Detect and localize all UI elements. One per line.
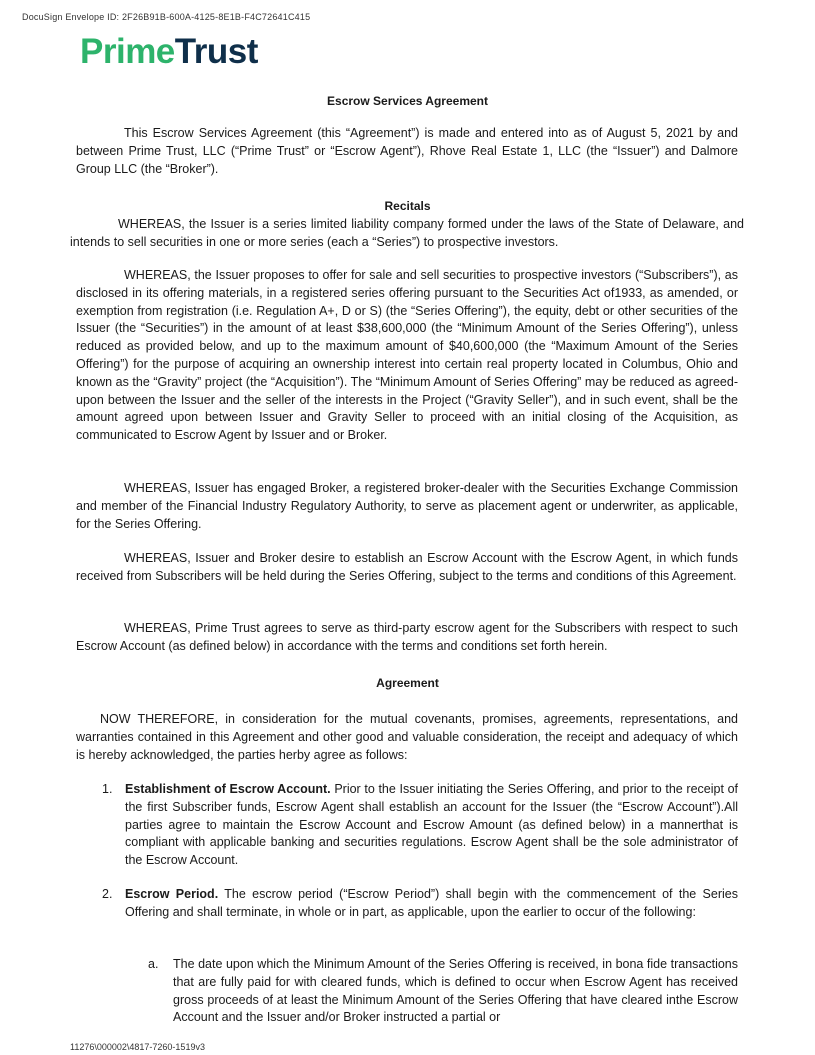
recital-paragraph: WHEREAS, the Issuer is a series limited liability company formed under the laws of the State of Delaware, and intends to sell securities in one or more series (each a “Series”) to prospective investors. (70, 217, 744, 249)
section-escrow-period (125, 886, 738, 922)
subitem-text: The date upon which the Minimum Amount of the Series Offering is received, in bona fide transactions that are fully paid for with cleared funds, which is defined to occur when Escrow Agent has received gross proceeds of at least the Minimum Amount of the Series Offering that have cleared inthe Escrow Account and the Issuer and/or Broker instructed a partial or (173, 957, 738, 1025)
section-text: The escrow period (“Escrow Period”) shall begin with the commencement of the Series Offering and shall terminate, in whole or in part, as applicable, upon the earlier to occur of the following: (125, 887, 738, 919)
section-number: 1. (102, 782, 113, 796)
section-establishment (125, 781, 738, 870)
logo-trust: Trust (174, 32, 258, 71)
recitals-heading: Recitals (384, 199, 431, 213)
section-heading: Escrow Period. (125, 887, 219, 901)
intro-paragraph: This Escrow Services Agreement (this “Agreement”) is made and entered into as of August 5, 2021 by and between Prime Trust, LLC (“Prime Trust” or “Escrow Agent”), Rhove Real Estate 1, LLC (the “Issuer”) and Dalmore Group LLC (the “Broker”). (76, 126, 738, 176)
recital-paragraph: WHEREAS, Issuer has engaged Broker, a registered broker-dealer with the Securities Exchange Commission and member of the Financial Industry Regulatory Authority, to serve as placement agent or underwriter, as applicable, for the Series Offering. (76, 481, 738, 531)
recital-paragraph: WHEREAS, the Issuer proposes to offer for sale and sell securities to prospective investors (“Subscribers”), as disclosed in its offering materials, in a registered series offering pursuant to the Securities Act of1933, as amended, or exemption from registration (i.e. Regulation A+, D or S) (the “Series Offering”), the equity, debt or other securities of the Issuer (the “Securities”) in the amount of at least $38,600,000 (the “Minimum Amount of the Series Offering”), unless reduced as provided below, and up to the maximum amount of $40,600,000 (the “Maximum Amount of the Series Offering”) for the purpose of acquiring an ownership interest into certain real property located in Columbus, Ohio and known as the “Gravity” project (the “Acquisition”). The “Minimum Amount of Series Offering” may be reduced as agreed-upon between the Issuer and the seller of the interests in the Project (“Gravity Seller”), and in such event, shall be the amount agreed upon between Issuer and Gravity Seller to proceed with an initial closing of the Acquisition, as communicated to Escrow Agent by Issuer and or Broker. (76, 268, 738, 443)
docusign-envelope-id: DocuSign Envelope ID: 2F26B91B-600A-4125-8E1B-F4C72641C415 (22, 12, 311, 22)
prime-trust-logo (80, 32, 258, 72)
recital-paragraph: WHEREAS, Prime Trust agrees to serve as third-party escrow agent for the Subscribers with respect to such Escrow Account (as defined below) in accordance with the terms and conditions set forth herein. (76, 621, 738, 653)
subitem-letter: a. (148, 957, 159, 971)
logo-prime: Prime (80, 32, 175, 71)
document-footer-id: 11276\000002\4817-7260-1519v3 (70, 1042, 205, 1052)
section-text: Prior to the Issuer initiating the Series Offering, and prior to the receipt of the first Subscriber funds, Escrow Agent shall establish an account for the Issuer (the “Escrow Account”).All parties agree to maintain the Escrow Account and Escrow Amount (as defined below) in a mannerthat is compliant with applicable banking and securities regulations. Escrow Agent shall be the sole administrator of the Escrow Account. (125, 782, 738, 868)
section-heading: Establishment of Escrow Account. (125, 782, 331, 796)
agreement-heading: Agreement (376, 676, 439, 690)
now-therefore-paragraph: NOW THEREFORE, in consideration for the mutual covenants, promises, agreements, representations, and warranties contained in this Agreement and other good and valuable consideration, the receipt and adequacy of which is hereby acknowledged, the parties herby agree as follows: (76, 712, 738, 762)
section-number: 2. (102, 887, 113, 901)
recital-paragraph: WHEREAS, Issuer and Broker desire to establish an Escrow Account with the Escrow Agent, in which funds received from Subscribers will be held during the Series Offering, subject to the terms and conditions of this Agreement. (76, 551, 738, 583)
document-title: Escrow Services Agreement (327, 94, 488, 108)
